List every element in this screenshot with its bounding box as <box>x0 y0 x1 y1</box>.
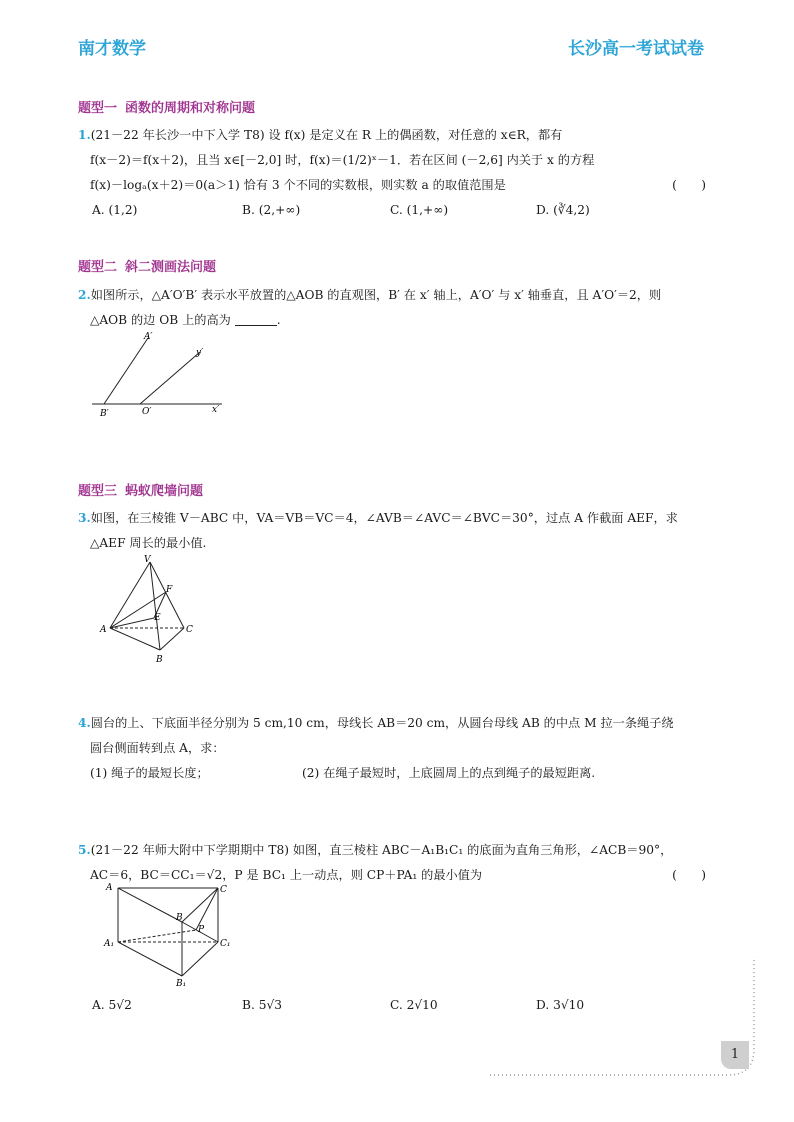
question-3 <box>78 506 714 556</box>
label-b: B <box>156 655 163 665</box>
option-a[interactable]: A. (1,2) <box>92 203 138 217</box>
oblique-axes-figure <box>90 328 230 420</box>
option-b[interactable]: B. 5√3 <box>242 998 282 1012</box>
header-exam-title: 长沙高一考试试卷 <box>568 39 704 59</box>
question-text-line-2: 圆台侧面转到点 A，求： <box>90 741 225 755</box>
answer-bracket: ( ) <box>672 868 706 882</box>
question-number: 3. <box>78 511 91 525</box>
question-text-line-1: 如图，在三棱锥 V－ABC 中，VA＝VB＝VC＝4，∠AVB＝∠AVC＝∠BVC＝30°，过点 A 作截面 AEF，求 <box>90 511 678 525</box>
label-b: B′ <box>100 409 109 419</box>
section-label: 题型三 <box>78 484 118 499</box>
question-text-line-2: AC＝6，BC＝CC₁＝√2，P 是 BC₁ 上一动点，则 CP＋PA₁ 的最小值为 <box>90 868 483 882</box>
label-a: A <box>100 625 107 635</box>
segment-b-a <box>104 338 148 404</box>
question-text-line-1: 圆台的上、下底面半径分别为 5 cm,10 cm，母线长 AB＝20 cm，从圆台母线 AB 的中点 M 拉一条绳子绕 <box>90 716 674 730</box>
question-number: 4. <box>78 716 91 730</box>
question-2 <box>78 283 714 333</box>
question-text-line-2: f(x－2)＝f(x＋2)，且当 x∈[－2,0] 时，f(x)＝(1/2)ˣ－1．若在区间 (－2,6] 内关于 x 的方程 <box>90 153 595 167</box>
question-1 <box>78 123 714 223</box>
options-row <box>78 198 714 223</box>
question-number: 1. <box>78 128 91 142</box>
option-c[interactable]: C. 2√10 <box>390 998 438 1012</box>
option-b[interactable]: B. (2,+∞) <box>242 203 301 217</box>
page-number: 1 <box>721 1041 749 1069</box>
label-v: V <box>144 555 151 565</box>
question-number: 2. <box>78 288 91 302</box>
answer-bracket: ( ) <box>672 178 706 192</box>
question-text-line-1: (21－22 年长沙一中下入学 T8) 设 f(x) 是定义在 R 上的偶函数，对任意的 x∈R，都有 <box>90 128 563 142</box>
section-title: 函数的周期和对称问题 <box>125 101 256 116</box>
option-c[interactable]: C. (1,+∞) <box>390 203 449 217</box>
question-text-line-2: △AOB 的边 OB 上的高为 <box>90 313 231 327</box>
label-e: E <box>154 613 161 623</box>
label-x: x′ <box>212 405 220 415</box>
label-b1: B₁ <box>176 979 187 989</box>
y-axis-line <box>140 352 200 404</box>
label-a1: A₁ <box>104 939 115 949</box>
label-c: C <box>220 885 227 895</box>
question-4 <box>78 711 714 786</box>
section-title: 蚂蚁爬墙问题 <box>125 484 204 499</box>
label-c: C <box>186 625 193 635</box>
section-label: 题型一 <box>78 101 118 116</box>
prism-figure <box>100 880 240 990</box>
tetrahedron-figure <box>96 552 206 667</box>
section-heading-3 <box>78 480 203 499</box>
question-text-line-1: 如图所示，△A′O′B′ 表示水平放置的△AOB 的直观图，B′ 在 x′ 轴上，A′O′ 与 x′ 轴垂直，且 A′O′＝2，则 <box>90 288 662 302</box>
option-d[interactable]: D. (∛4,2) <box>536 203 590 217</box>
label-y: y′ <box>196 348 204 358</box>
period: . <box>276 313 281 327</box>
label-o: O′ <box>142 407 152 417</box>
header-brand: 南才数学 <box>78 39 146 59</box>
question-text-line-3: f(x)－logₐ(x＋2)＝0(a＞1) 恰有 3 个不同的实数根，则实数 a 的取值范围是 <box>90 178 506 192</box>
question-text-line-1: (21－22 年师大附中下学期期中 T8) 如图，直三棱柱 ABC－A₁B₁C₁ 的底面为直角三角形，∠ACB＝90°， <box>90 843 673 857</box>
option-a[interactable]: A. 5√2 <box>92 998 132 1012</box>
section-heading-1 <box>78 97 255 116</box>
label-f: F <box>166 585 173 595</box>
sub-questions-row <box>78 761 714 786</box>
page-corner-decoration <box>488 955 760 1080</box>
question-number: 5. <box>78 843 91 857</box>
question-text-line-2: △AEF 周长的最小值. <box>90 536 207 550</box>
label-b: B <box>176 913 183 923</box>
section-heading-2 <box>78 256 216 275</box>
answer-blank[interactable] <box>235 311 277 326</box>
section-title: 斜二测画法问题 <box>125 260 217 275</box>
label-a: A <box>106 883 113 893</box>
label-p: P <box>198 925 205 935</box>
label-a: A′ <box>144 332 153 342</box>
section-label: 题型二 <box>78 260 118 275</box>
sub-question-1: (1) 绳子的最短长度； <box>90 766 209 780</box>
sub-question-2: (2) 在绳子最短时，上底圆周上的点到绳子的最短距离. <box>302 766 596 780</box>
option-d[interactable]: D. 3√10 <box>536 998 585 1012</box>
label-c1: C₁ <box>220 939 231 949</box>
